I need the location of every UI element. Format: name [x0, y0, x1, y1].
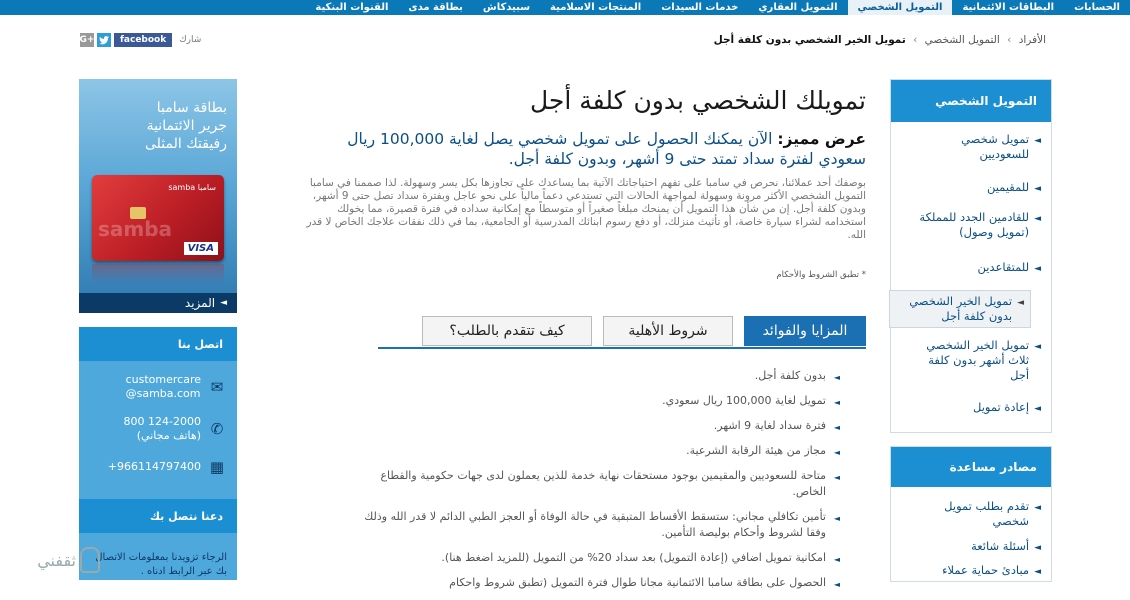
contact-title: اتصل بنا	[79, 327, 237, 361]
tab-eligibility[interactable]: شروط الأهلية	[603, 316, 733, 346]
sidebar-item[interactable]	[891, 338, 1051, 383]
twitter-bird-icon	[99, 36, 109, 45]
nav-item[interactable]: سبيدكاش	[482, 2, 531, 13]
callback-text: الرجاء تزويدنا بمعلومات الاتصال بك عبر الرابط ادناه .	[95, 552, 227, 577]
benefit-item	[360, 550, 840, 566]
email-line: @samba.com	[125, 387, 201, 400]
lightbulb-icon	[80, 547, 100, 573]
breadcrumb-current: تمويل الخير الشخصي بدون كلفة أجل	[713, 34, 906, 46]
help-resource-label: تقدم بطلب تمويل شخصي	[944, 499, 1030, 528]
credit-card-image	[92, 175, 224, 261]
sidebar-item-label: تمويل الخير الشخصي ثلاث أشهر بدون كلفة أجل	[926, 338, 1030, 382]
help-resources-title: مصادر مساعدة	[891, 447, 1051, 487]
benefit-text: الحصول على بطاقة سامبا الائتمانية مجانا طوال فترة التمويل (تطبق شروط واحكام	[449, 576, 826, 589]
sidebar-item[interactable]	[891, 210, 1051, 240]
terms-note: * تطبق الشروط والأحكام	[776, 270, 866, 280]
benefit-text: تمويل لغاية 100,000 ريال سعودي.	[662, 394, 826, 407]
help-resource-label: مبادئ حماية عملاء	[942, 563, 1030, 577]
benefit-item	[360, 575, 840, 591]
page-title: تمويلك الشخصي بدون كلفة أجل	[529, 86, 866, 115]
tab-benefits[interactable]: المزايا والفوائد	[744, 316, 866, 346]
offer-text: الآن يمكنك الحصول على تمويل شخصي يصل لغاية 100,000 ريال سعودي لفترة سداد تمتد حتى 9 أشهر، وبدون كلفة أجل.	[347, 130, 866, 168]
sidebar-item-label: تمويل الخير الشخصي بدون كلفة أجل	[909, 294, 1013, 323]
triangle-left-icon: ◄	[833, 373, 840, 382]
nav-item[interactable]: القنوات البنكية	[315, 2, 389, 13]
triangle-left-icon: ◄	[1034, 136, 1041, 146]
triangle-left-icon: ◄	[833, 514, 840, 523]
tab-underline	[378, 347, 866, 349]
contact-email[interactable]	[126, 373, 227, 401]
promo-line: رفيقتك المثلى	[144, 136, 227, 152]
sidebar-item[interactable]	[891, 400, 1051, 417]
email-text	[126, 373, 201, 401]
card-reflection	[92, 264, 224, 284]
phone-line: (هاتف مجاني)	[136, 429, 201, 442]
benefit-item	[360, 393, 840, 409]
special-offer	[296, 129, 866, 169]
email-line: customercare	[125, 373, 201, 386]
help-resource-item[interactable]	[891, 499, 1051, 529]
sidebar-item[interactable]	[889, 290, 1031, 328]
triangle-left-icon: ◄	[220, 298, 227, 308]
triangle-left-icon: ◄	[833, 473, 840, 482]
benefit-item	[360, 418, 840, 434]
benefit-item	[360, 509, 840, 541]
phone-line: 800 124-2000	[123, 415, 201, 428]
contact-box	[79, 327, 237, 580]
triangle-left-icon: ◄	[1034, 543, 1041, 553]
contact-phone[interactable]	[124, 415, 227, 443]
phone-text	[124, 415, 201, 443]
nav-item[interactable]: التمويل العقاري	[758, 2, 838, 13]
sidebar-item-label: إعادة تمويل	[973, 400, 1030, 414]
triangle-left-icon: ◄	[1034, 342, 1041, 352]
breadcrumb-separator: ›	[1007, 34, 1012, 46]
benefit-text: متاحة للسعوديين والمقيمين بوجود مستحقات نهاية خدمة للذين يعملون لدى جهات حكومية والقطاع الخاص.	[380, 469, 826, 498]
help-resource-label: أسئلة شائعة	[971, 539, 1030, 553]
triangle-left-icon: ◄	[1017, 298, 1024, 308]
breadcrumb-item[interactable]: التمويل الشخصي	[924, 34, 1000, 46]
sidebar-nav	[890, 79, 1052, 433]
facebook-share-button[interactable]: facebook	[114, 33, 172, 47]
promo-banner[interactable]	[79, 79, 237, 313]
triangle-left-icon: ◄	[833, 448, 840, 457]
callback-title: دعنا نتصل بك	[79, 499, 237, 533]
promo-text	[145, 99, 227, 153]
nav-item[interactable]: المنتجات الاسلامية	[550, 2, 642, 13]
benefit-item	[360, 443, 840, 459]
triangle-left-icon: ◄	[833, 580, 840, 589]
top-navigation	[0, 0, 1130, 15]
benefit-text: تأمين تكافلي مجاني: ستسقط الأقساط المتبقية في حالة الوفاة أو العجز الطبي الدائم لا قدر الله وذلك وفقا لشروط وأحكام بوليصة التأمين.	[364, 510, 826, 539]
benefit-text: بدون كلفة أجل.	[754, 369, 826, 382]
sidebar-item[interactable]	[891, 260, 1051, 277]
help-resources	[890, 446, 1052, 582]
visa-logo: VISA	[184, 242, 218, 255]
triangle-left-icon: ◄	[1034, 567, 1041, 577]
benefit-text: فترة سداد لغاية 9 اشهر.	[713, 419, 826, 432]
nav-item[interactable]: التمويل الشخصي	[848, 0, 953, 15]
watermark-text: ثقفني	[37, 550, 76, 570]
breadcrumb-separator: ›	[913, 34, 918, 46]
promo-more-link[interactable]	[79, 293, 237, 313]
nav-item[interactable]: خدمات السيدات	[661, 2, 739, 13]
triangle-left-icon: ◄	[833, 398, 840, 407]
triangle-left-icon: ◄	[1034, 404, 1041, 414]
breadcrumb	[714, 34, 1046, 46]
nav-item[interactable]: البطاقات الائتمانية	[962, 2, 1055, 13]
breadcrumb-item[interactable]: الأفراد	[1018, 34, 1046, 46]
triangle-left-icon: ◄	[833, 555, 840, 564]
card-brand: سامبا samba	[168, 183, 216, 192]
contact-international[interactable]	[108, 457, 227, 477]
triangle-left-icon: ◄	[833, 423, 840, 432]
sidebar-item-label: تمويل شخصي للسعوديين	[961, 132, 1030, 161]
building-icon: ▦	[209, 458, 225, 476]
triangle-left-icon: ◄	[1034, 264, 1041, 274]
triangle-left-icon: ◄	[1034, 214, 1041, 224]
benefit-item	[360, 368, 840, 384]
help-resource-item[interactable]	[891, 563, 1051, 580]
promo-line: جرير الائتمانية	[146, 118, 227, 134]
intl-phone: +966114797400	[107, 460, 201, 473]
sidebar-item[interactable]	[891, 132, 1051, 162]
help-resource-item[interactable]	[891, 539, 1051, 556]
share-bar	[80, 33, 201, 47]
offer-label: عرض مميز:	[777, 130, 866, 148]
twitter-icon[interactable]	[97, 33, 111, 47]
nav-item[interactable]: الحسابات	[1074, 2, 1120, 13]
tab-how-to-apply[interactable]: كيف تتقدم بالطلب؟	[422, 316, 592, 346]
benefit-text: مجاز من هيئة الرقابة الشرعية.	[686, 444, 826, 457]
sidebar-item-label: للمقيمين	[986, 180, 1030, 194]
top-nav-items	[305, 0, 1130, 15]
promo-more-label: المزيد	[184, 296, 216, 310]
sidebar-title[interactable]: التمويل الشخصي	[891, 80, 1051, 122]
triangle-left-icon: ◄	[1034, 184, 1041, 194]
sidebar-item-label: للمتقاعدين	[977, 260, 1030, 274]
intro-paragraph: بوصفك أحد عملائنا، نحرص في سامبا على تفهم احتياجاتك الآتية بما يساعدك على تجاوزها بكل يسر وسهولة. لذا صممنا في سامبا التمويل الشخصي الأكثر مرونة وسهولة لمواجهة الحالات التي تستدعي دعماً مالياً على نحو عاجل وبفترة سداد تصل حتى 9 أشهر، وبدون كلفة أجل. إن من شأن هذا التمويل أن يمنحك مبلغاً صغيراً أو متوسطاً مع إمكانية سداده في فترة قصيرة، مما يخولك استخدامه لشراء سيارة خاصة، أو تأثيث منزلك، أو دفع رسوم ابنائك المدرسية أو الجامعية، بما في ذلك نفقات علاجك الخاص لا قدر الله.	[306, 177, 866, 241]
sidebar-item-label: للقادمين الجدد للمملكة (تمويل وصول)	[919, 210, 1030, 239]
googleplus-icon[interactable]: G+	[79, 35, 95, 45]
content-tabs	[411, 316, 866, 346]
watermark	[0, 540, 100, 580]
card-logo: samba	[98, 217, 173, 241]
nav-item[interactable]: بطاقة مدى	[408, 2, 463, 13]
benefit-item	[360, 468, 840, 500]
share-label: شارك	[179, 35, 202, 45]
promo-line: بطاقة سامبا	[156, 100, 227, 116]
benefits-list	[360, 368, 840, 600]
phone-icon: ✆	[210, 420, 224, 438]
triangle-left-icon: ◄	[1034, 503, 1041, 513]
envelope-icon: ✉	[210, 378, 224, 396]
sidebar-item[interactable]	[891, 180, 1051, 197]
benefit-text: امكانية تمويل اضافي (إعادة التمويل) بعد سداد 20% من التمويل (للمزيد اضغط هنا).	[441, 551, 826, 564]
